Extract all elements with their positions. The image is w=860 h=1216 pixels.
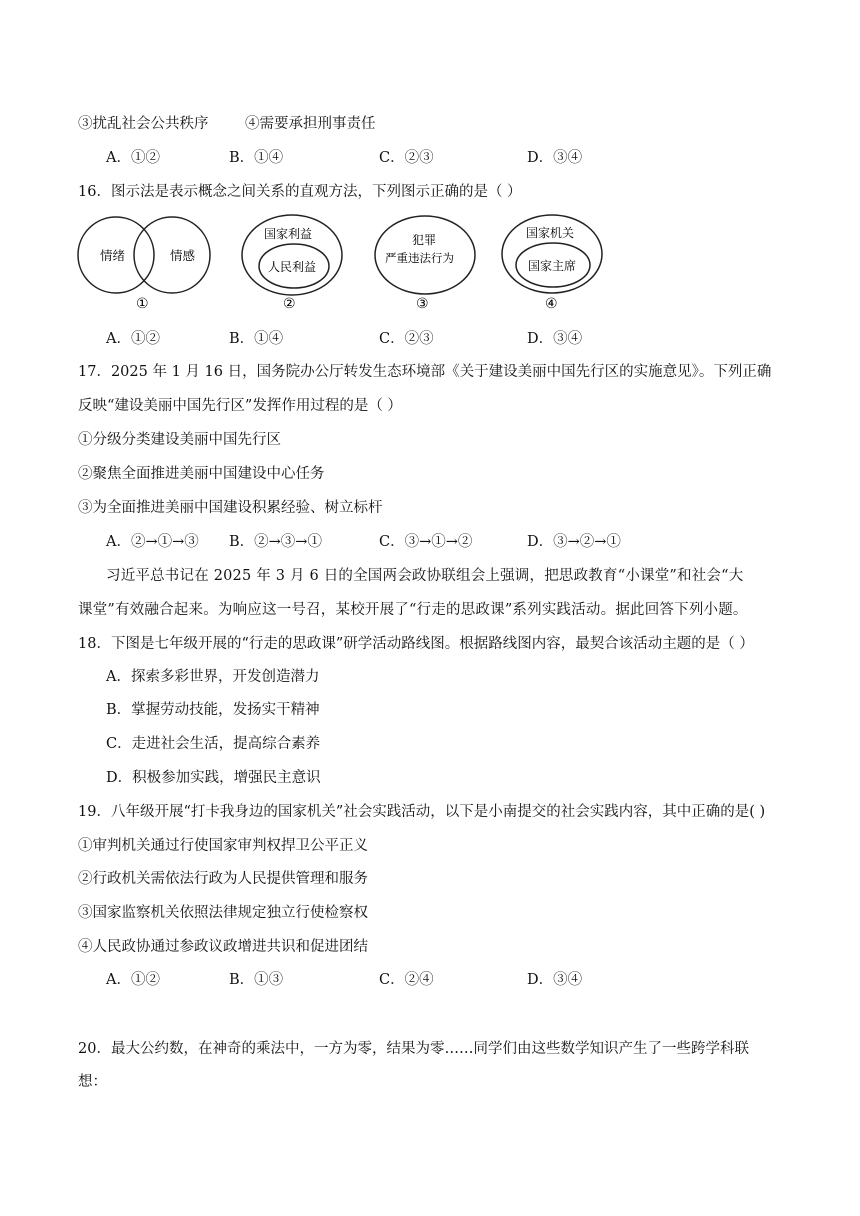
q17-option-b[interactable]: B．②→③→① bbox=[229, 534, 322, 550]
q17-item-3: ③为全面推进美丽中国建设积累经验、树立标杆 bbox=[78, 500, 383, 516]
diagram-3-number: ③ bbox=[416, 296, 429, 312]
diagram-1-right-label: 情感 bbox=[170, 248, 196, 263]
diagram-1-number: ① bbox=[136, 296, 149, 312]
q19-item-4: ④人民政协通过参政议政增进共识和促进团结 bbox=[78, 939, 368, 955]
q17-option-a[interactable]: A．②→①→③ bbox=[106, 534, 199, 550]
q17-option-c[interactable]: C．③→①→② bbox=[379, 534, 473, 550]
q16-diagrams bbox=[70, 214, 630, 314]
q19-item-3: ③国家监察机关依照法律规定独立行使检察权 bbox=[78, 905, 368, 921]
q16-stem: 16．图示法是表示概念之间关系的直观方法，下列图示正确的是（ ） bbox=[78, 184, 522, 200]
q18-option-c[interactable]: C．走进社会生活，提高综合素养 bbox=[106, 736, 321, 752]
diagram-4-number: ④ bbox=[545, 296, 558, 312]
q15-option-b[interactable]: B．①④ bbox=[229, 150, 284, 166]
diagram-3-label-line1: 犯罪 bbox=[412, 233, 437, 247]
q16-option-a[interactable]: A．①② bbox=[106, 331, 160, 347]
diagram-1 bbox=[78, 217, 210, 312]
q19-stem: 19．八年级开展“打卡我身边的国家机关”社会实践活动，以下是小南提交的社会实践内容，其中正确的是( ) bbox=[78, 804, 766, 820]
q16-option-c[interactable]: C．②③ bbox=[379, 331, 434, 347]
q17-option-d[interactable]: D．③→②→① bbox=[527, 534, 621, 550]
diagram-4-outer-label: 国家机关 bbox=[526, 226, 575, 240]
q19-item-1: ①审判机关通过行使国家审判权捍卫公平正义 bbox=[78, 838, 368, 854]
q18-option-a[interactable]: A．探索多彩世界，开发创造潜力 bbox=[106, 669, 320, 685]
venn-diagrams bbox=[70, 214, 630, 314]
q16-options bbox=[106, 327, 666, 347]
diagram-2-number: ② bbox=[283, 296, 296, 312]
diagram-3 bbox=[375, 216, 475, 312]
q17-stem-line-2: 反映“建设美丽中国先行区”发挥作用过程的是（ ） bbox=[78, 398, 402, 414]
diagram-4 bbox=[502, 215, 602, 312]
q17-item-2: ②聚焦全面推进美丽中国建设中心任务 bbox=[78, 466, 325, 482]
diagram-1-left-label: 情绪 bbox=[100, 248, 126, 263]
q16-option-b[interactable]: B．①④ bbox=[229, 331, 284, 347]
q19-item-2: ②行政机关需依法行政为人民提供管理和服务 bbox=[78, 871, 368, 887]
q18-option-b[interactable]: B．掌握劳动技能，发扬实干精神 bbox=[106, 702, 320, 718]
q19-option-c[interactable]: C．②④ bbox=[379, 972, 434, 988]
q18-option-d[interactable]: D．积极参加实践，增强民主意识 bbox=[106, 770, 321, 786]
q20-stem-line-1: 20．最大公约数，在神奇的乘法中，一方为零，结果为零……同学们由这些数学知识产生了一些跨学科联 bbox=[78, 1041, 749, 1057]
diagram-4-inner-label: 国家主席 bbox=[528, 259, 577, 273]
q19-option-a[interactable]: A．①② bbox=[106, 972, 160, 988]
material-line-1: 习近平总书记在 2025 年 3 月 6 日的全国两会政协联组会上强调，把思政教育“小课堂”和社会“大 bbox=[106, 568, 744, 584]
q17-item-1: ①分级分类建设美丽中国先行区 bbox=[78, 432, 281, 448]
q18-stem: 18．下图是七年级开展的“行走的思政课”研学活动路线图。根据路线图内容，最契合该活动主题的是（ ） bbox=[78, 636, 754, 652]
q15-option-c[interactable]: C．②③ bbox=[379, 150, 434, 166]
diagram-2 bbox=[242, 215, 342, 312]
q15-item-4: ④需要承担刑事责任 bbox=[245, 116, 376, 132]
q15-option-a[interactable]: A．①② bbox=[106, 150, 160, 166]
q15-item-3: ③扰乱社会公共秩序 bbox=[78, 116, 209, 132]
q20-stem-line-2: 想： bbox=[78, 1074, 107, 1090]
diagram-3-label-line2: 严重违法行为 bbox=[385, 251, 454, 265]
q17-stem-line-1: 17．2025 年 1 月 16 日，国务院办公厅转发生态环境部《关于建设美丽中国先行区的实施意见》。下列正确 bbox=[78, 364, 772, 380]
diagram-2-inner-label: 人民利益 bbox=[268, 260, 317, 274]
material-line-2: 课堂”有效融合起来。为响应这一号召，某校开展了“行走的思政课”系列实践活动。据此回答下列小题。 bbox=[78, 602, 748, 618]
diagram-2-outer-label: 国家利益 bbox=[264, 227, 313, 241]
q17-options bbox=[106, 530, 666, 550]
q19-option-b[interactable]: B．①③ bbox=[229, 972, 284, 988]
q19-options bbox=[106, 968, 666, 988]
q19-option-d[interactable]: D．③④ bbox=[527, 972, 583, 988]
q16-option-d[interactable]: D．③④ bbox=[527, 331, 583, 347]
q15-option-d[interactable]: D．③④ bbox=[527, 150, 583, 166]
q15-options bbox=[106, 146, 666, 166]
